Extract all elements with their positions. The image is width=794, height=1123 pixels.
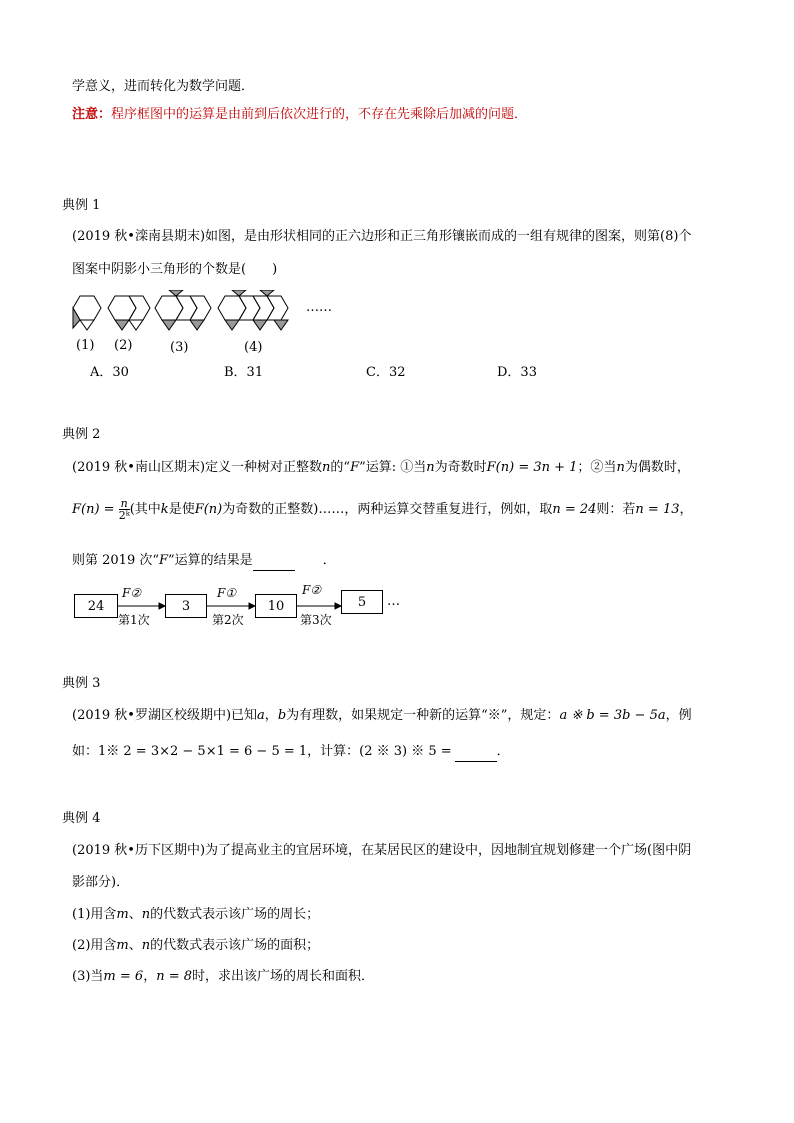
option-a: A．30 <box>90 365 129 380</box>
flow-box-24: 24 <box>74 594 118 618</box>
flow-step-1: 第1次 <box>118 613 150 627</box>
flow-box-10: 10 <box>255 594 297 618</box>
example-4-title: 典例 4 <box>62 811 101 826</box>
flow-op-3: F② <box>302 583 322 597</box>
flow-box-5: 5 <box>341 590 383 614</box>
example-4-line-1: (2019 秋•历下区期中)为了提高业主的宜居环境，在某居民区的建设中，因地制宜规划修建一个广场(图中阴 <box>72 843 692 858</box>
flow-tail: … <box>387 594 400 609</box>
example-1-line-1: (2019 秋•滦南县期末)如图，是由形状相同的正六边形和正三角形镶嵌而成的一组有规律的图案，则第(8)个 <box>72 229 692 244</box>
question-1: (1)用含m、n的代数式表示该广场的周长； <box>72 907 320 922</box>
note-text: 程序框图中的运算是由前到后依次进行的，不存在先乘除后加减的问题． <box>111 107 528 122</box>
answer-blank-ex2[interactable] <box>253 552 295 571</box>
option-b: B．31 <box>224 365 264 380</box>
pattern-dots: …… <box>306 300 332 315</box>
answer-blank-ex3[interactable] <box>455 743 497 762</box>
option-d: D．33 <box>497 365 537 380</box>
example-3-line-1: (2019 秋•罗湖区校级期中)已知a，b为有理数，如果规定一种新的运算“※”，规定：a ※ b = 3b − 5a，例 <box>72 708 692 723</box>
flow-box-3: 3 <box>165 594 207 618</box>
fig-label-3: (3) <box>170 340 189 355</box>
example-2-line-3: 则第 2019 次“F”运算的结果是 ． <box>72 552 336 571</box>
flow-step-2: 第2次 <box>212 613 244 627</box>
fig-label-2: (2) <box>114 338 133 353</box>
pattern-4 <box>218 290 288 330</box>
pattern-1 <box>73 296 101 330</box>
option-c: C．32 <box>366 365 406 380</box>
example-4-line-2: 影部分)． <box>72 875 130 890</box>
example-1-title: 典例 1 <box>62 198 101 213</box>
flow-op-1: F② <box>122 586 142 600</box>
n-over-2k-fraction: $\frac{n}{\text{2ᵏ}}$ <box>118 497 130 522</box>
flow-op-2: F① <box>217 586 237 600</box>
flow-step-3: 第3次 <box>300 613 332 627</box>
example-3-line-2: 如：1※ 2 = 3×2 − 5×1 = 6 − 5 = 1，计算：(2 ※ 3) ※ 5 = ． <box>72 743 510 762</box>
question-3: (3)当m = 6，n = 8时，求出该广场的周长和面积． <box>72 969 375 984</box>
fig-label-1: (1) <box>76 338 95 353</box>
intro-line: 学意义，进而转化为数学问题． <box>72 79 255 94</box>
fig-label-4: (4) <box>244 340 263 355</box>
example-2-title: 典例 2 <box>62 427 101 442</box>
pattern-3 <box>155 290 211 330</box>
note-line <box>72 106 527 124</box>
example-3-title: 典例 3 <box>62 676 101 691</box>
example-2-line-1: (2019 秋•南山区期末)定义一种树对正整数n的“F”运算: ①当n为奇数时F(n) = 3n + 1；②当n为偶数时， <box>72 460 690 475</box>
example-1-line-2: 图案中阴影小三角形的个数是( ) <box>72 262 278 277</box>
question-2: (2)用含m、n的代数式表示该广场的面积； <box>72 938 320 953</box>
note-label: 注意： <box>72 107 112 122</box>
pattern-2 <box>108 296 150 330</box>
example-2-line-2: F(n) = $\frac{n}{\text{2ᵏ}}$ (其中k是使F(n)为奇数的正整数)……，两种运算交替重复进行，例如，取n = 24则：若n = 13， <box>72 497 693 522</box>
